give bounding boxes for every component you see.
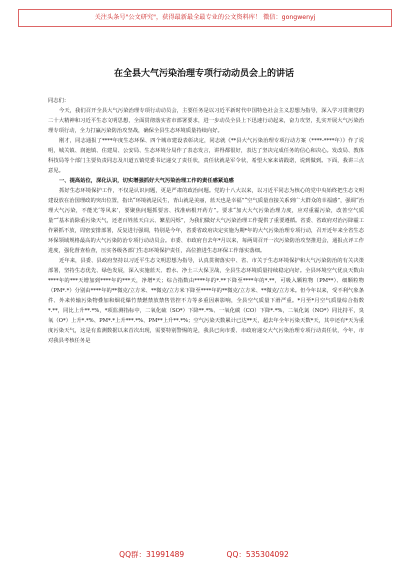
header-banner: 关注头条号"公文研究"，获得最新最全最专业的公文资料库！ 微信：gongwenyj — [18, 9, 392, 27]
salutation: 同志们： — [48, 98, 70, 104]
document-title: 在全县大气污染治理专项行动动员会上的讲话 — [113, 69, 294, 79]
paragraph: 抓好生态环境保护工作，不仅是认识问题，更是严肃的政治问题。党的十八大以来，以习近平同志为核心的党中央始终把生态文明建设放在治国理政的突出位置，指出“环境就是民生，青山就是美丽，蓝天也是幸福”“空气质量直接关系到广大群众的幸福感”，强调“治理大气污染，不能光‘等风来’，要聚焦问题抓要害、找准病根开药方”。要求“加大大气污染治理力度，应对重霾污染，改善空气质量”“基本消除重污染天气，还老百姓蓝天白云、繁星闪烁”，为我们做好大气污染治理工作提供了重要遵循。省委、省政府对治污降霾工作紧抓不放，周密安排部署，反复进行强调，特别是今年，省委省政府决定实施为期*年的大气污染治理专项行动，召开近年来全省生态环保领域规格最高的大气污染防治专项行动动员会。市委、市政府自去年*月以来，每两周召开一次污染防治攻坚推进会，通报点评工作进度，强化督查检查，压实各级各部门生态环境保护责任，高位推进生态环保工作落实落细。 — [48, 188, 364, 254]
paragraph: 刚才，同志通报了****年度生态环保、四个城市建设表彰决定，同志就《**县大气污染治理专项行动方案（****-****年）》作了说明，城关镇、润池镇、住建局、公安局、生态环境分局作了表态发言，讲得都很好，表达了坚决完成任务的信心和决心。发改局、教体科技局等个部门主要负责同志及川道五镇党委书记递交了责任状，责任状就是军令状，希望大家来请践诺，说到做到。下面，我讲三点意见。 — [48, 138, 364, 174]
paragraph: 今天，我们召开全县大气污染治理专项行动动员会，主要任务是以习近平新时代中国特色社会主义思想为指导，深入学习贯彻党的二十大精神和习近平生态文明思想，全面贯彻落实省市部署要求，进一步动员全县上下迅速行动起来，奋力攻坚，扎实开展大气污染治理专项行动，全力打赢污染防治攻坚战，确保全县生态环境质量持续向好。 — [48, 108, 364, 134]
qq-number: QQ：535304092 — [226, 550, 289, 559]
section-heading: 一、提高站位，深化认识，切实增强抓好大气污染治理工作的责任感紧迫感 — [59, 178, 234, 184]
footer-contact — [0, 549, 408, 560]
paragraph: 近年来，县委、县政府坚持以习近平生态文明思想为指导，认真贯彻落实中、省、市关于生态环境保护和大气污染防治的有关决策部署，坚持生态优先、绿色发展，深入实施蓝天、碧水、净土三大保卫战，全县生态环境质量持续稳定向好。全县环境空气优良天数由****年的***天增加到****年的***天，净增*天；综合指数由****年的*.**下降至****年的*.**，可吸入颗粒物（PM**）、细颗粒物（PM*.*）分别由****年的**微克/立方米、**微克/立方米下降至****年的**微克/立方米、**微克/立方米。但今年以来，受不利气象条件、外来传输污染物叠加和烟花爆竹禁燃禁放禁售管控不力等多重因素影响，全县空气质量下滑严重。*月至*月空气质量综合指数*.**，同比上升**.*%，*项监测指标中，二氧化硫（SO*）下降**.*%、一氧化碳（CO）下降*.*%，二氧化氮（NO*）同比持平，臭氧（O*）上升*.*%、PM*.*上升***.*%、PM**上升**.*%；空气污染天数累计已达**天，超去年全年污染天数*天，其中还有*天为重度污染天气，这是有监测数据以来首次出现，需要特别警惕的是，我县已向市委、市政府递交大气污染治理专项行动责任状，今年，市对我县考核任务是 — [48, 258, 364, 344]
qq-group: QQ群：31991489 — [119, 550, 185, 559]
document-body — [48, 96, 364, 346]
